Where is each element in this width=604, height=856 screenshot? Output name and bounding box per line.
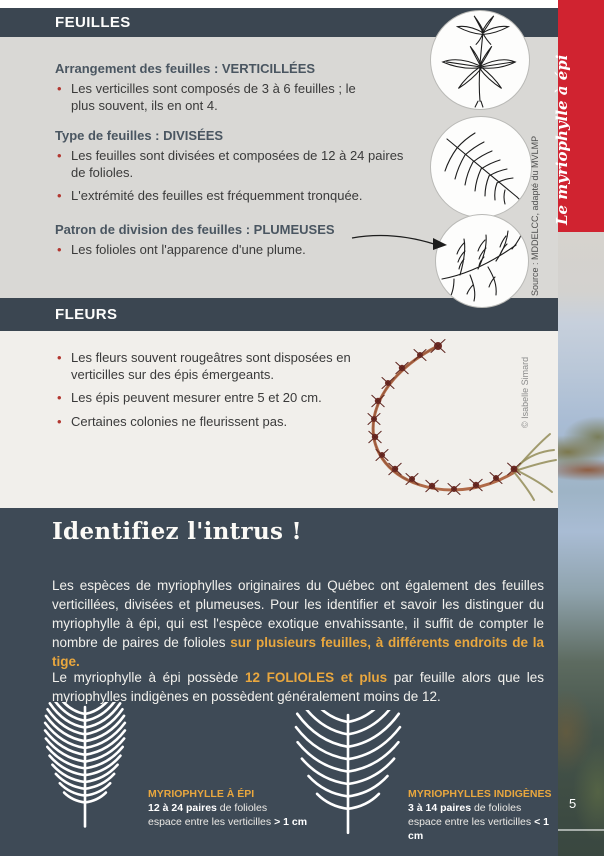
bullet-item: • Certaines colonies ne fleurissent pas.	[55, 414, 353, 431]
bullet-item: • Les fleurs souvent rougeâtres sont disposées en verticilles sur des épis émergeants.	[55, 350, 353, 383]
species-name: MYRIOPHYLLE À ÉPI	[148, 788, 255, 800]
pairs-line: 3 à 14 paires de folioles	[408, 802, 522, 814]
flower-clusters	[368, 340, 520, 495]
intrus-panel	[0, 508, 558, 856]
page-number: 5	[569, 796, 577, 811]
bullet-item: • Les épis peuvent mesurer entre 5 et 20 cm.	[55, 390, 353, 407]
pointer-line	[350, 229, 452, 255]
section-title: FEUILLES	[55, 14, 131, 31]
intrus-paragraph-1	[52, 576, 544, 671]
bullet-list	[55, 148, 435, 205]
underwater-photo-strip	[558, 232, 604, 856]
right-edge-strip	[553, 0, 604, 856]
divided-leaf-icon	[431, 117, 531, 217]
epi-leaf-drawing	[38, 702, 132, 836]
pairs-line: 12 à 24 paires de folioles	[148, 802, 268, 814]
intrus-paragraph-2	[52, 668, 544, 706]
bullet-item: • Les feuilles sont divisées et composées de 12 à 24 paires de folioles.	[55, 148, 419, 181]
whorled-leaves-illustration	[430, 10, 530, 110]
photo-credit: © Isabelle Simard	[520, 356, 530, 428]
page-number-rule	[558, 829, 604, 831]
intrus-title: Identifiez l'intrus !	[52, 518, 302, 545]
chapter-tab-label: Le myriophylle à épi	[553, 54, 571, 225]
bullet-item: • Les verticilles sont composés de 3 à 6 feuilles ; le plus souvent, ils en ont 4.	[55, 81, 366, 114]
bullet-item: • L'extrémité des feuilles est fréquemment tronquée.	[55, 188, 419, 205]
bullet-item: • Les folioles ont l'apparence d'une plume.	[55, 242, 435, 259]
leaf-label-epi	[148, 787, 307, 829]
bullet-list	[55, 81, 435, 114]
section-title: FLEURS	[55, 306, 118, 323]
chapter-tab	[553, 0, 604, 232]
heading-arrangement: Arrangement des feuilles : VERTICILLÉES	[55, 61, 316, 76]
native-leaf-drawing	[292, 710, 404, 836]
highlight-text: sur plusieurs feuilles, à différents endroits de la tige.	[52, 634, 544, 669]
heading-patron: Patron de division des feuilles : PLUMEUSES	[55, 221, 335, 237]
species-name: MYRIOPHYLLES INDIGÈNES	[408, 788, 552, 800]
highlight-text: 12 FOLIOLES et plus	[244, 669, 388, 685]
spacing-line: espace entre les verticilles < 1 cm	[408, 816, 549, 842]
divided-leaf-illustration	[430, 116, 532, 218]
bullet-list	[55, 347, 353, 437]
paragraph-text: par feuille alors que les myriophylles indigènes en possèdent généralement moins de 12.	[52, 669, 544, 704]
leaf-label-native	[408, 787, 558, 843]
paragraph-text: Les espèces de myriophylles originaires du Québec ont également des feuilles verticillées, divisées et plumeuses. Pour les identifier et savoir les distinguer du myriophylle à épi, qui est l'espèce exotique envahissante, il suffit de compter le nombre de paires de folioles	[52, 577, 544, 650]
heading-type: Type de feuilles : DIVISÉES	[55, 128, 224, 143]
spacing-line: espace entre les verticilles > 1 cm	[148, 816, 308, 828]
paragraph-text: Le myriophylle à épi possède	[52, 669, 245, 685]
source-credit: Source : MDDELCC, adapté du MVLMP	[530, 135, 540, 296]
whorl-icon	[431, 11, 529, 109]
